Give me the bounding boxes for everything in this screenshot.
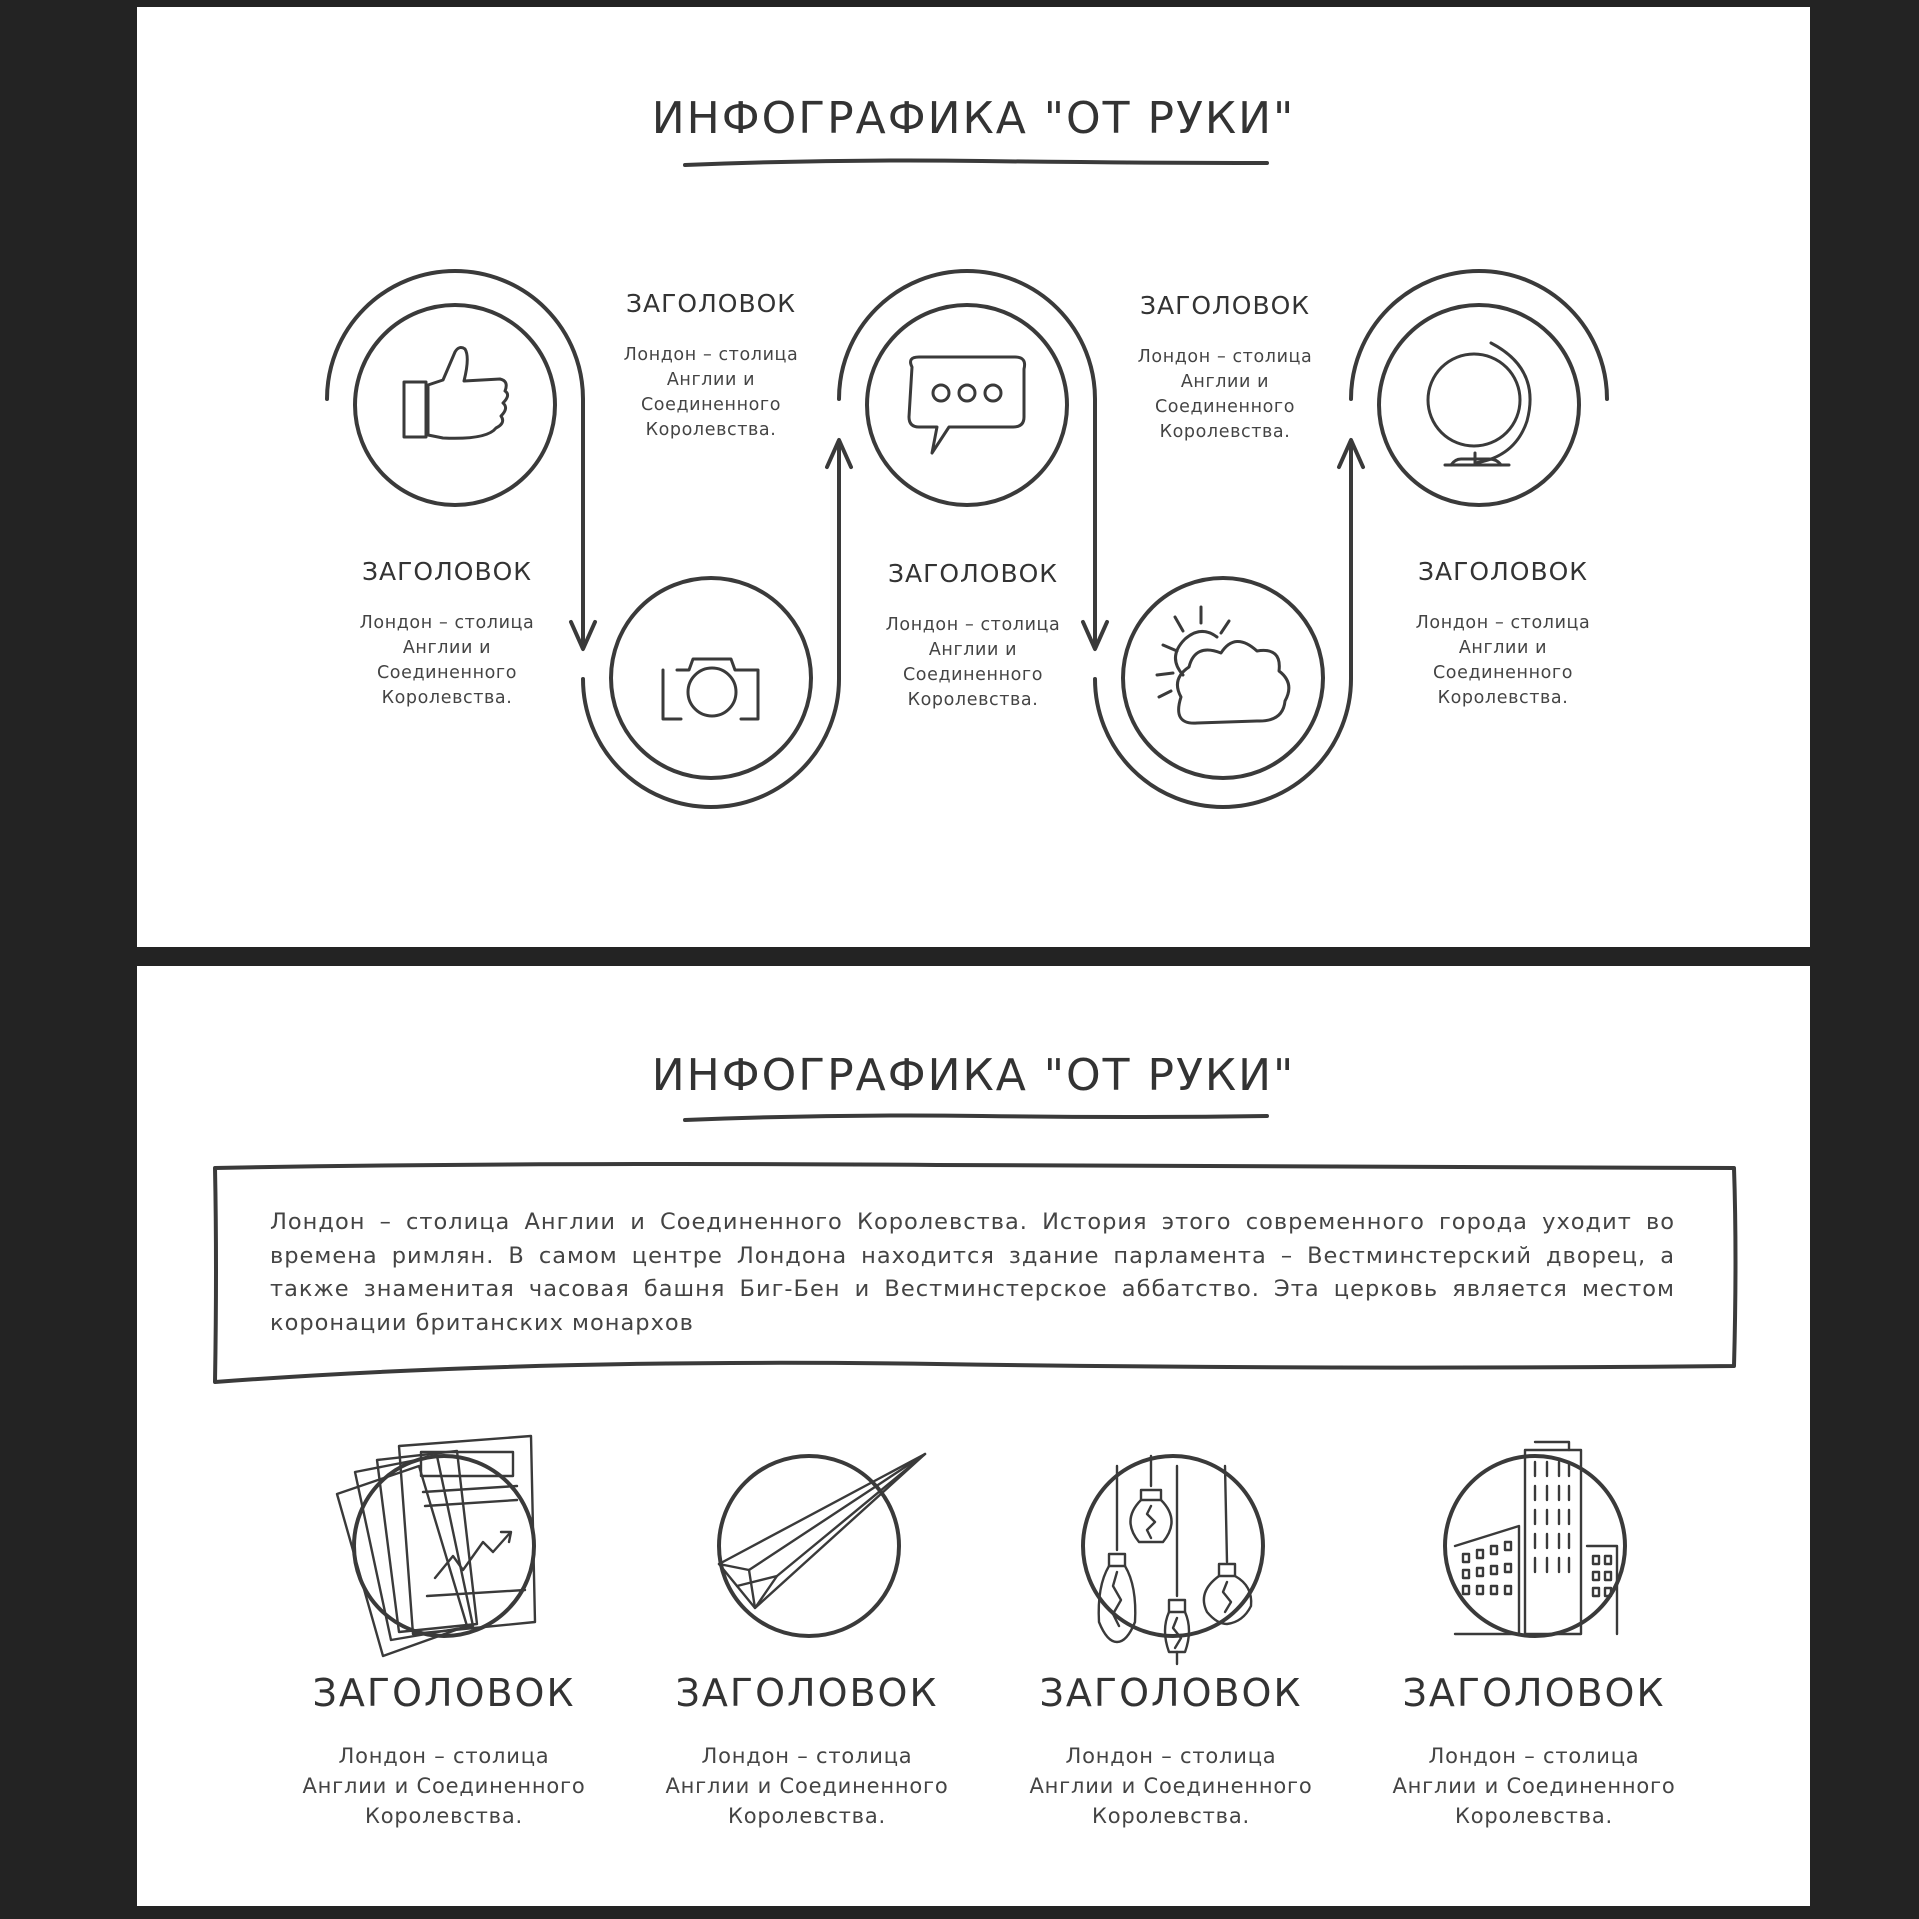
intro-paragraph: Лондон – столица Англии и Соединенного Королевства. История этого современного города уходит во времена римлян. В самом центре Лондона находится здание парламента – Вестминстерский дворец, а также знаменитая часовая башня Биг-Бен и Вестминстерское аббатство. Эта церковь является местом коронации британских монархов bbox=[270, 1209, 1675, 1336]
step-circle bbox=[1379, 305, 1579, 505]
flow-path bbox=[327, 271, 1607, 807]
slide-process-flow bbox=[137, 7, 1810, 947]
step-heading: ЗАГОЛОВОК bbox=[625, 289, 797, 318]
column-heading: ЗАГОЛОВОК bbox=[312, 1671, 576, 1715]
column-heading: ЗАГОЛОВОК bbox=[675, 1671, 939, 1715]
light-bulbs-icon bbox=[1083, 1456, 1263, 1664]
sun-cloud-icon bbox=[1157, 607, 1289, 723]
column-text: Лондон – столица Англии и Соединенного Королевства. bbox=[1392, 1744, 1676, 1828]
step-heading: ЗАГОЛОВОК bbox=[361, 557, 533, 586]
step-heading: ЗАГОЛОВОК bbox=[1417, 557, 1589, 586]
thumbs-up-icon bbox=[404, 348, 508, 439]
column-text: Лондон – столица Англии и Соединенного Королевства. bbox=[302, 1744, 586, 1828]
step-text: Лондон – столица Англии и Соединенного Королевства. bbox=[1137, 347, 1313, 442]
step-text: Лондон – столица Англии и Соединенного Королевства. bbox=[623, 345, 799, 440]
step-heading: ЗАГОЛОВОК bbox=[887, 559, 1059, 588]
column-text: Лондон – столица Англии и Соединенного Королевства. bbox=[1029, 1744, 1313, 1828]
column-heading: ЗАГОЛОВОК bbox=[1402, 1671, 1666, 1715]
step-heading: ЗАГОЛОВОК bbox=[1139, 291, 1311, 320]
step-text: Лондон – столица Англии и Соединенного Королевства. bbox=[359, 613, 535, 708]
step-text: Лондон – столица Англии и Соединенного Королевства. bbox=[885, 615, 1061, 710]
slide-title: ИНФОГРАФИКА "ОТ РУКИ" bbox=[651, 1050, 1296, 1101]
step-circle bbox=[1123, 578, 1323, 778]
step-text: Лондон – столица Англии и Соединенного Королевства. bbox=[1415, 613, 1591, 708]
slide-title: ИНФОГРАФИКА "ОТ РУКИ" bbox=[651, 93, 1296, 144]
documents-chart-icon bbox=[337, 1436, 535, 1656]
process-flow-diagram bbox=[137, 7, 1810, 947]
camera-icon bbox=[663, 659, 758, 719]
column-heading: ЗАГОЛОВОК bbox=[1039, 1671, 1303, 1715]
globe-icon bbox=[1428, 343, 1530, 465]
buildings-icon bbox=[1445, 1442, 1625, 1636]
paper-plane-icon bbox=[719, 1454, 925, 1636]
column-text: Лондон – столица Англии и Соединенного Королевства. bbox=[665, 1744, 949, 1828]
step-circle bbox=[867, 305, 1067, 505]
slide-columns bbox=[137, 966, 1810, 1906]
step-circle bbox=[611, 578, 811, 778]
step-circle bbox=[355, 305, 555, 505]
speech-bubble-icon bbox=[909, 357, 1025, 453]
